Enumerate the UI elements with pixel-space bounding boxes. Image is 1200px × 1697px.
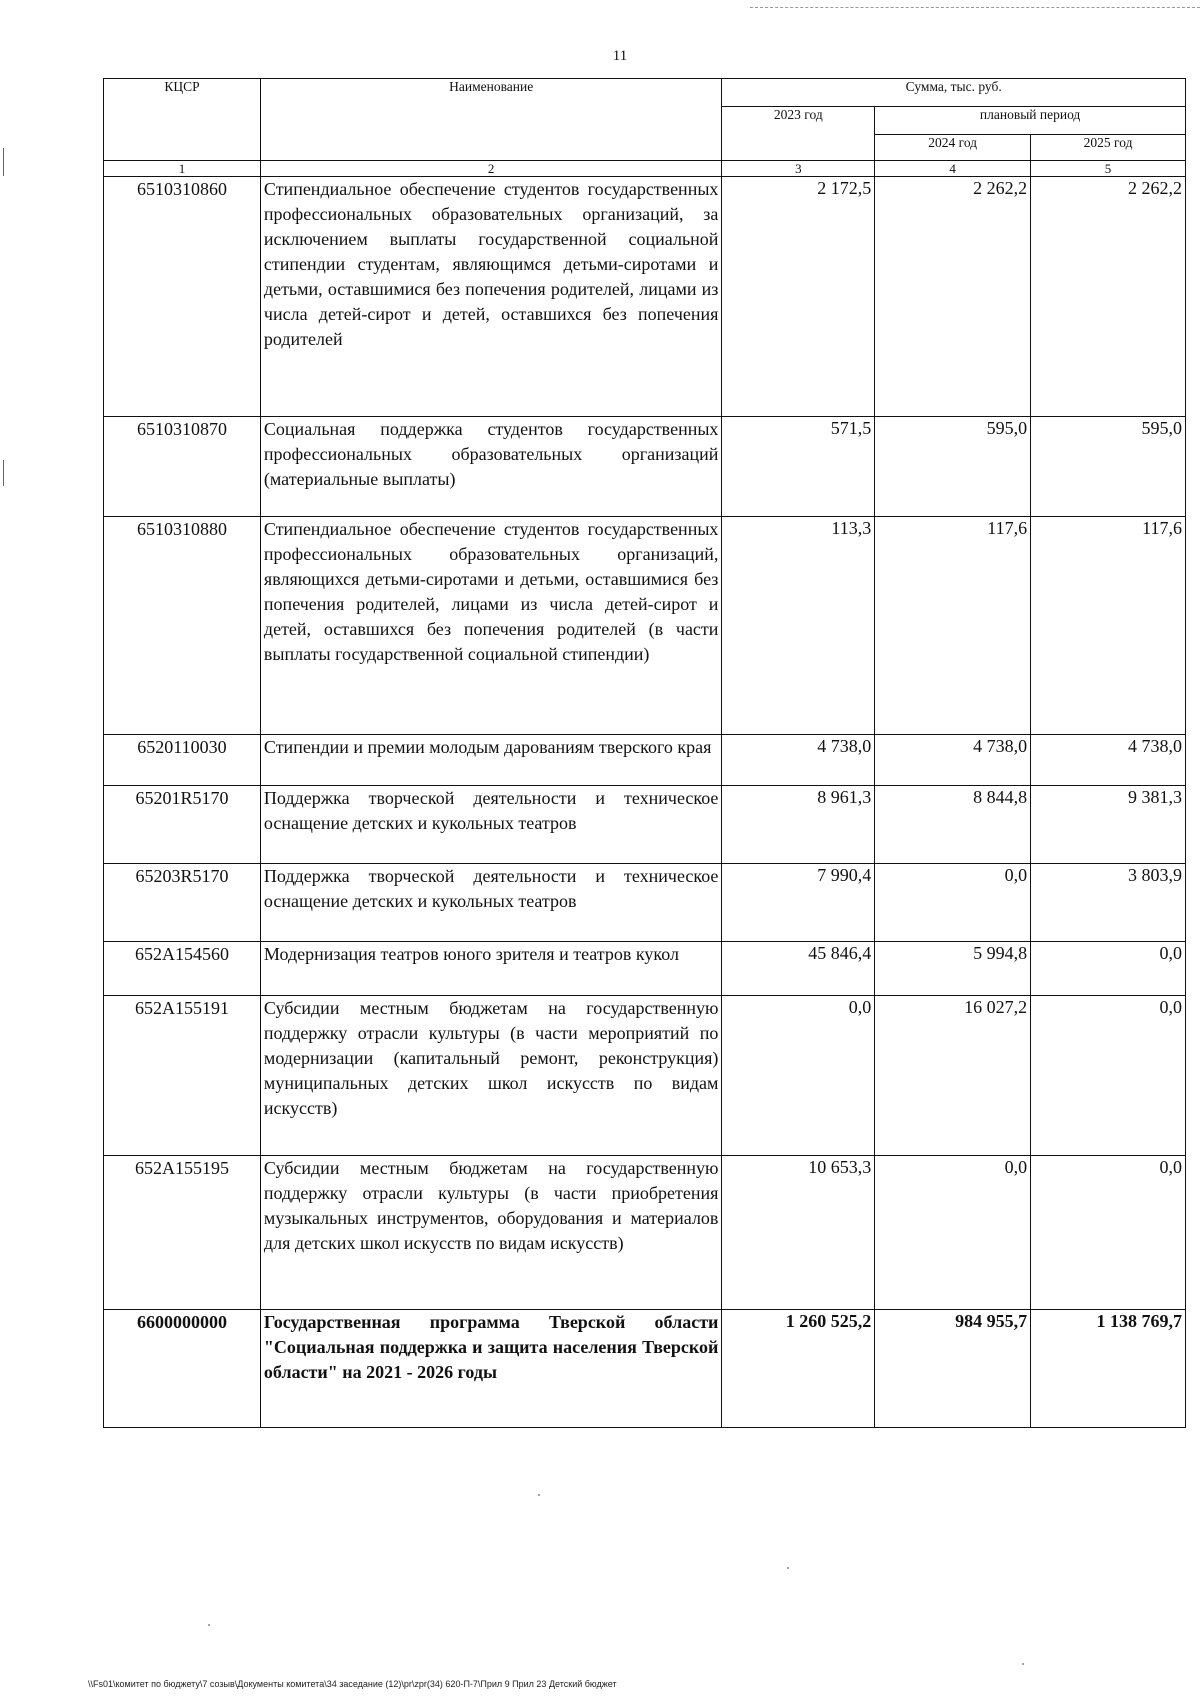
row-value-2025: 4 738,0 — [1031, 735, 1186, 786]
table-row — [104, 735, 1186, 786]
row-value-2025: 1 138 769,7 — [1031, 1310, 1186, 1428]
scan-speck — [538, 1494, 540, 1496]
row-value-2025: 2 262,2 — [1031, 177, 1186, 417]
row-code: 6510310860 — [104, 177, 261, 417]
row-name: Государственная программа Тверской области "Социальная поддержка и защита населения Тверской области" на 2021 - 2026 годы — [260, 1310, 722, 1428]
table-row — [104, 996, 1186, 1156]
row-code: 6600000000 — [104, 1310, 261, 1428]
table-row — [104, 786, 1186, 864]
header-sum: Сумма, тыс. руб. — [722, 79, 1186, 107]
header-kcsr: КЦСР — [104, 79, 261, 161]
row-name: Субсидии местным бюджетам на государственную поддержку отрасли культуры (в части мероприятий по модернизации (капитальный ремонт, реконструкция) муниципальных детских школ искусств по видам искусств) — [260, 996, 722, 1156]
row-value-2024: 595,0 — [875, 417, 1031, 517]
row-value-2025: 3 803,9 — [1031, 864, 1186, 942]
row-code: 6510310870 — [104, 417, 261, 517]
row-value-2023: 7 990,4 — [722, 864, 875, 942]
header-planned-period: плановый период — [875, 107, 1186, 135]
row-value-2024: 16 027,2 — [875, 996, 1031, 1156]
col-number: 5 — [1031, 161, 1186, 177]
table-row-total — [104, 1310, 1186, 1428]
row-value-2023: 45 846,4 — [722, 942, 875, 996]
row-value-2024: 0,0 — [875, 864, 1031, 942]
row-name: Поддержка творческой деятельности и техническое оснащение детских и кукольных театров — [260, 864, 722, 942]
row-code: 652A155191 — [104, 996, 261, 1156]
header-year-2023: 2023 год — [722, 107, 875, 161]
header-name: Наименование — [260, 79, 722, 161]
row-value-2024: 984 955,7 — [875, 1310, 1031, 1428]
scan-edge-mark — [3, 460, 4, 486]
footer-file-path: \\Fs01\комитет по бюджету\7 созыв\Документы комитета\34 заседание (12)\pr\zpr(34) 620-П-7\Прил 9 Прил 23 Детский бюджет — [88, 1679, 617, 1689]
row-code: 652A154560 — [104, 942, 261, 996]
table-row — [104, 864, 1186, 942]
row-name: Стипендиальное обеспечение студентов государственных профессиональных образовательных организаций, являющихся детьми-сиротами и детьми, оставшимися без попечения родителей, лицами из числа детей-сирот и детей, оставшихся без попечения родителей (в части выплаты государственной социальной стипендии) — [260, 517, 722, 735]
table-row — [104, 1156, 1186, 1310]
page-number: 11 — [612, 48, 628, 64]
row-value-2024: 4 738,0 — [875, 735, 1031, 786]
row-code: 6520110030 — [104, 735, 261, 786]
row-value-2024: 117,6 — [875, 517, 1031, 735]
budget-table — [103, 78, 1186, 1428]
table-row — [104, 177, 1186, 417]
header-year-2024: 2024 год — [875, 135, 1031, 161]
row-value-2024: 2 262,2 — [875, 177, 1031, 417]
row-code: 65203R5170 — [104, 864, 261, 942]
row-name: Социальная поддержка студентов государственных профессиональных образовательных организаций (материальные выплаты) — [260, 417, 722, 517]
row-code: 6510310880 — [104, 517, 261, 735]
row-name: Субсидии местным бюджетам на государственную поддержку отрасли культуры (в части приобретения музыкальных инструментов, оборудования и материалов для детских школ искусств по видам искусств) — [260, 1156, 722, 1310]
row-value-2025: 0,0 — [1031, 996, 1186, 1156]
row-value-2023: 8 961,3 — [722, 786, 875, 864]
scan-speck — [208, 1624, 210, 1626]
table-row — [104, 942, 1186, 996]
header-year-2025: 2025 год — [1031, 135, 1186, 161]
row-value-2023: 4 738,0 — [722, 735, 875, 786]
row-value-2025: 0,0 — [1031, 942, 1186, 996]
scan-speck — [787, 1567, 789, 1569]
row-value-2023: 10 653,3 — [722, 1156, 875, 1310]
row-value-2023: 1 260 525,2 — [722, 1310, 875, 1428]
row-value-2025: 117,6 — [1031, 517, 1186, 735]
row-value-2025: 595,0 — [1031, 417, 1186, 517]
row-name: Стипендии и премии молодым дарованиям тверского края — [260, 735, 722, 786]
col-number: 1 — [104, 161, 261, 177]
col-number: 4 — [875, 161, 1031, 177]
table-row — [104, 517, 1186, 735]
row-value-2025: 9 381,3 — [1031, 786, 1186, 864]
row-value-2023: 113,3 — [722, 517, 875, 735]
row-code: 65201R5170 — [104, 786, 261, 864]
row-value-2023: 0,0 — [722, 996, 875, 1156]
row-value-2023: 571,5 — [722, 417, 875, 517]
budget-table-wrapper — [103, 78, 1186, 1428]
table-row — [104, 417, 1186, 517]
row-value-2025: 0,0 — [1031, 1156, 1186, 1310]
row-name: Стипендиальное обеспечение студентов государственных профессиональных образовательных организаций, за исключением выплаты государственной социальной стипендии студентам, являющимся детьми-сиротами и детьми, оставшимися без попечения родителей, лицами из числа детей-сирот и детей, оставшихся без попечения родителей — [260, 177, 722, 417]
row-value-2023: 2 172,5 — [722, 177, 875, 417]
row-value-2024: 5 994,8 — [875, 942, 1031, 996]
row-code: 652A155195 — [104, 1156, 261, 1310]
scan-speck — [1022, 1663, 1024, 1665]
row-name: Поддержка творческой деятельности и техническое оснащение детских и кукольных театров — [260, 786, 722, 864]
row-name: Модернизация театров юного зрителя и театров кукол — [260, 942, 722, 996]
row-value-2024: 8 844,8 — [875, 786, 1031, 864]
col-number: 2 — [260, 161, 722, 177]
scan-edge-mark — [3, 148, 4, 176]
scan-top-line — [750, 7, 1200, 8]
row-value-2024: 0,0 — [875, 1156, 1031, 1310]
col-number: 3 — [722, 161, 875, 177]
